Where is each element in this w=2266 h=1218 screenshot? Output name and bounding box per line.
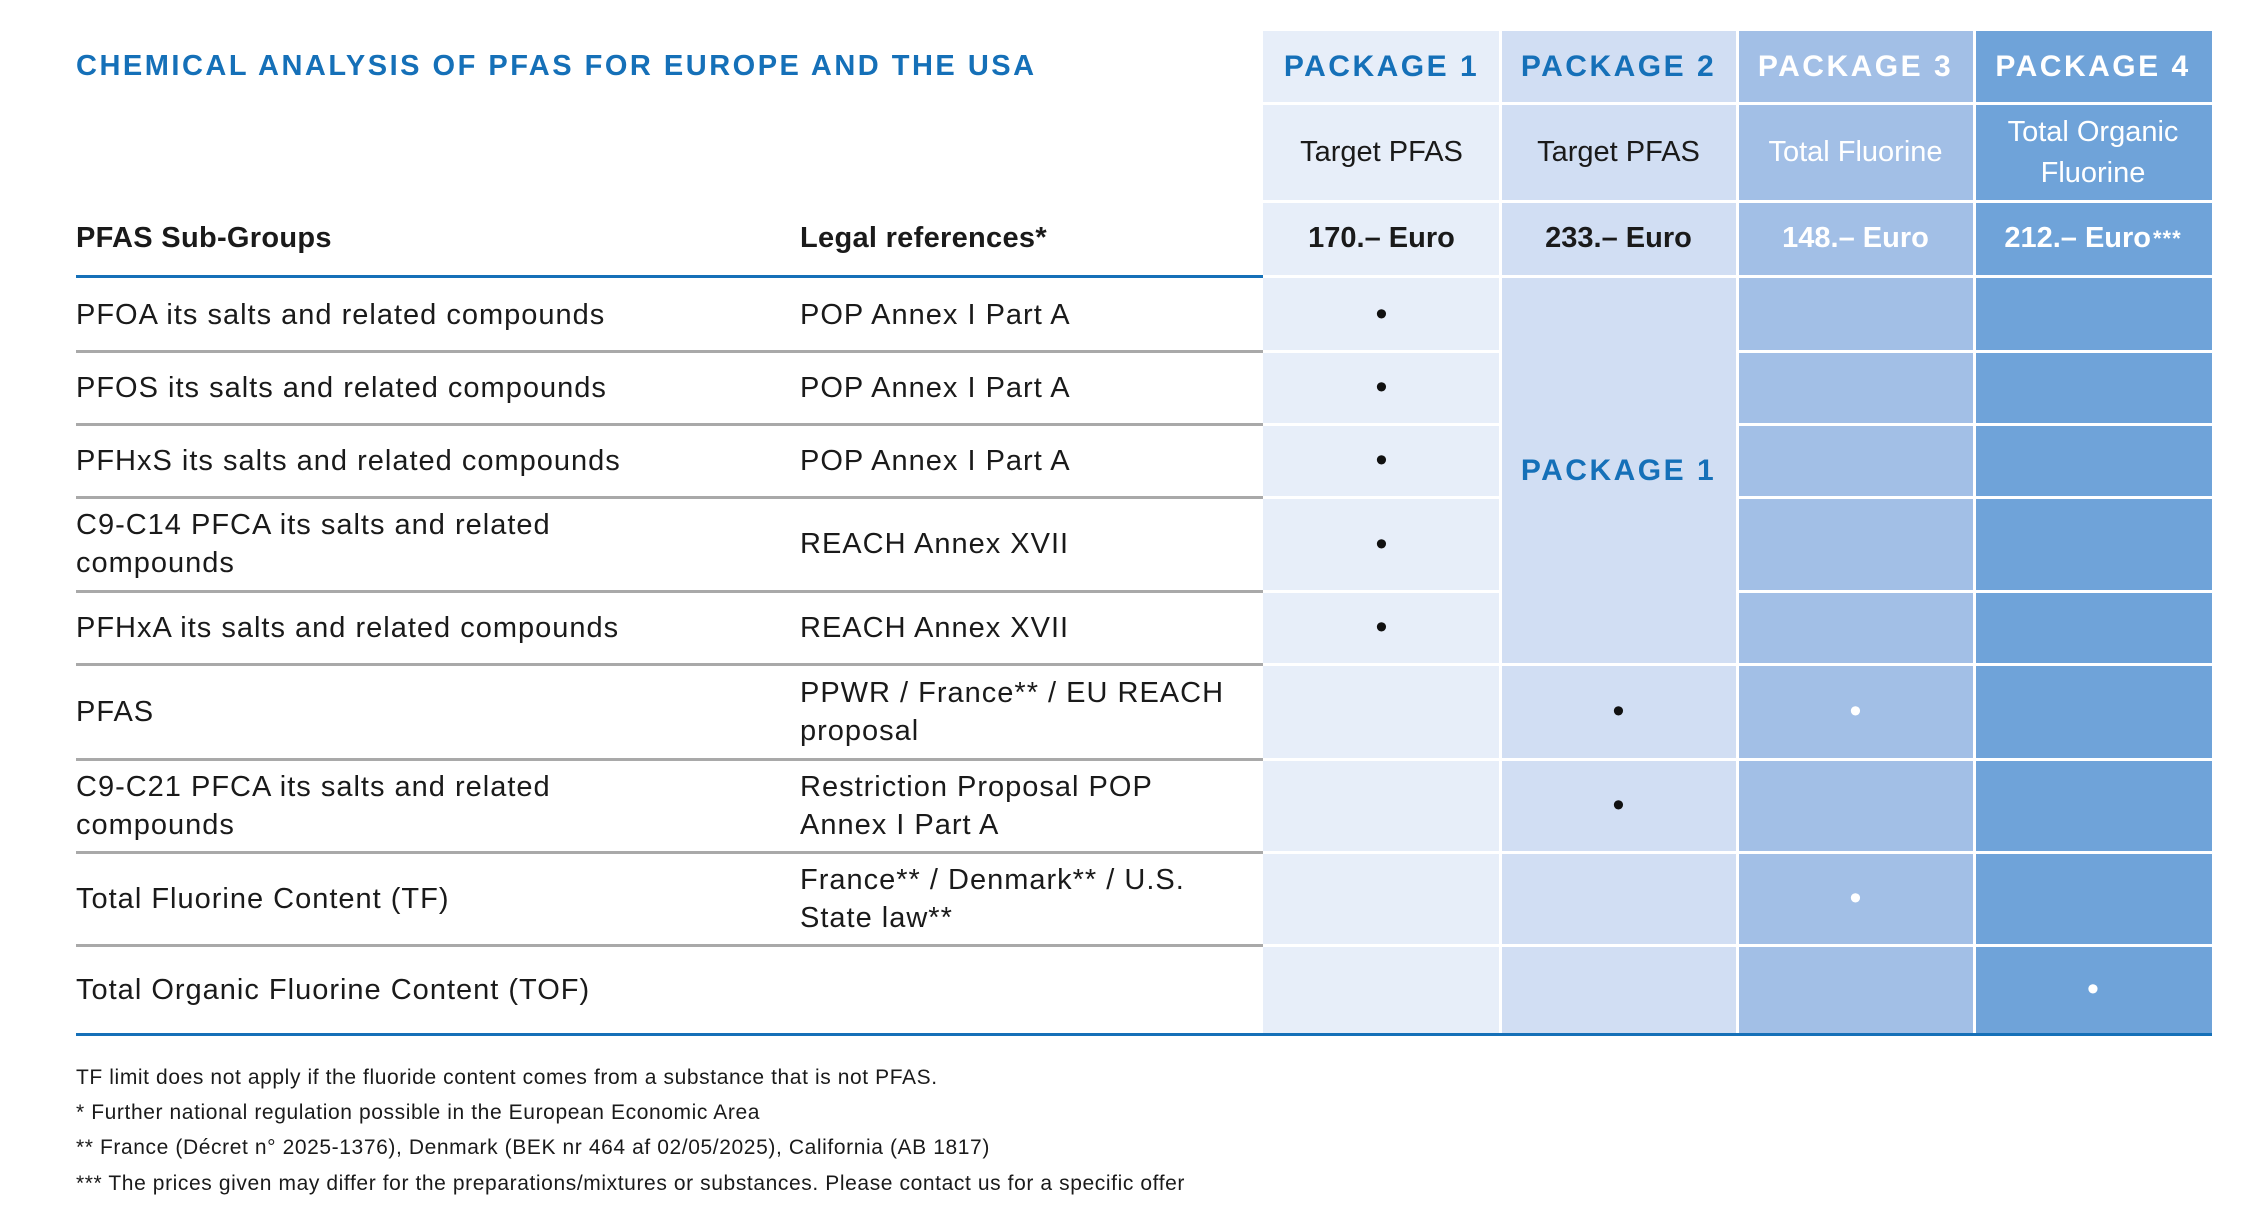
row-separator	[1263, 758, 2212, 761]
row-separator	[1263, 200, 2212, 203]
inclusion-dot: •	[2087, 970, 2099, 1008]
subgroups-header: PFAS Sub-Groups	[76, 222, 332, 254]
subgroup-cell: C9-C14 PFCA its salts and related compounds	[76, 509, 551, 579]
row-separator	[1737, 423, 2212, 426]
legal-reference-cell: REACH Annex XVII	[800, 528, 1070, 560]
inclusion-dot: •	[1849, 879, 1862, 917]
subgroup-cell: PFHxS its salts and related compounds	[76, 444, 621, 477]
package-4-subtitle: Total Organic Fluorine	[2007, 115, 2179, 189]
package-2-includes-package-1: PACKAGE 1	[1520, 454, 1717, 487]
page-title: CHEMICAL ANALYSIS OF PFAS FOR EUROPE AND THE USA	[76, 50, 1037, 82]
package-3-subtitle: Total Fluorine	[1768, 136, 1943, 168]
footnote: TF limit does not apply if the fluoride content comes from a substance that is not PFAS.	[76, 1066, 938, 1089]
inclusion-dot: •	[1375, 368, 1388, 406]
subgroup-cell: PFHxA its salts and related compounds	[76, 611, 620, 644]
row-separator	[1737, 496, 2212, 499]
inclusion-dot: •	[1375, 295, 1388, 333]
legal-reference-cell: PPWR / France** / EU REACH proposal	[800, 676, 1225, 747]
legal-reference-cell: POP Annex I Part A	[800, 371, 1071, 404]
inclusion-dot: •	[1849, 692, 1862, 730]
footnote: ** France (Décret n° 2025-1376), Denmark (BEK nr 464 af 02/05/2025), California (AB 1817)	[76, 1136, 990, 1159]
table-bottom-rule	[76, 1033, 2212, 1036]
inclusion-dot: •	[1375, 608, 1388, 646]
package-1-price: 170.– Euro	[1308, 222, 1455, 254]
legal-reference-cell: France** / Denmark** / U.S. State law**	[800, 863, 1185, 934]
package-2-price: 233.– Euro	[1545, 222, 1692, 254]
inclusion-dot: •	[1612, 786, 1625, 824]
legal-reference-cell	[800, 946, 1240, 1033]
legal-reference-cell: POP Annex I Part A	[800, 298, 1071, 331]
package-2-header: PACKAGE 2	[1520, 50, 1717, 83]
legal-reference-cell: REACH Annex XVII	[800, 611, 1070, 644]
subgroup-cell: Total Organic Fluorine Content (TOF)	[76, 973, 591, 1006]
row-separator	[1263, 102, 2212, 105]
inclusion-dot: •	[1612, 692, 1625, 730]
legal-reference-cell: Restriction Proposal POP Annex I Part A	[800, 770, 1153, 841]
subgroup-cell: PFOA its salts and related compounds	[76, 298, 606, 331]
legal-reference-cell: POP Annex I Part A	[800, 444, 1071, 477]
subgroup-cell: PFOS its salts and related compounds	[76, 371, 607, 404]
subgroup-cell: Total Fluorine Content (TF)	[76, 882, 450, 915]
package-3-price: 148.– Euro	[1782, 222, 1929, 254]
row-separator	[1737, 350, 2212, 353]
package-3-header: PACKAGE 3	[1757, 50, 1954, 83]
row-separator	[1737, 590, 2212, 593]
footnote: *** The prices given may differ for the preparations/mixtures or substances. Please contact us for a specific offer	[76, 1172, 1186, 1195]
inclusion-dot: •	[1375, 524, 1388, 563]
package-4-price: 212.– Euro ***	[2004, 222, 2182, 254]
package-1-header: PACKAGE 1	[1283, 50, 1480, 83]
subgroup-cell: PFAS	[76, 695, 155, 728]
subgroup-cell: C9-C21 PFCA its salts and related compounds	[76, 770, 551, 841]
package-1-subtitle: Target PFAS	[1300, 136, 1463, 168]
footnote: * Further national regulation possible in the European Economic Area	[76, 1101, 761, 1124]
row-separator	[1263, 275, 2212, 278]
package-2-subtitle: Target PFAS	[1537, 136, 1700, 168]
header-underline	[76, 275, 1263, 278]
inclusion-dot: •	[1375, 441, 1388, 479]
legal-header: Legal references*	[800, 222, 1047, 254]
package-4-header: PACKAGE 4	[1995, 50, 2191, 83]
